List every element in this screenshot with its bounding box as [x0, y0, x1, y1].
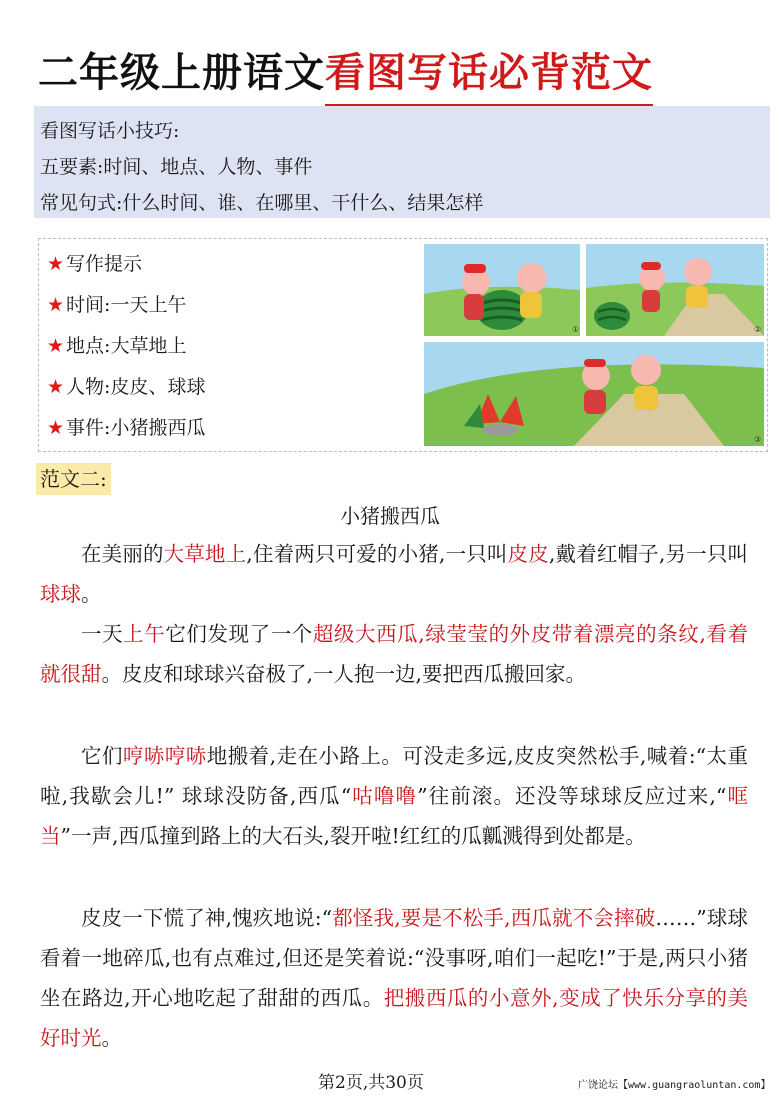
highlight-onomatopoeia: 哐当: [40, 784, 749, 848]
text-run: 皮皮一下慌了神,愧疚地说:“: [81, 906, 333, 930]
hint-item: [47, 290, 186, 317]
text-run: ……”球球看着一地碎瓜,也有点难过,但还是笑着说:“没事呀,咱们一起吃!”于是,两只小猪坐在路边,开心地吃起了甜甜的西瓜。: [40, 906, 748, 1010]
hint-text: 地点:大草地上: [66, 335, 187, 357]
text-run: 它们发现了一个: [165, 622, 313, 646]
star-icon: ★: [47, 335, 65, 357]
highlight-character: 皮皮: [507, 542, 549, 566]
star-icon: ★: [47, 376, 65, 398]
title-topic: 看图写话必背范文: [325, 41, 653, 98]
star-icon: ★: [47, 294, 65, 316]
hint-item: [47, 249, 142, 276]
highlight-onomatopoeia: 咕噜噜: [351, 784, 418, 808]
text-run: 一天: [81, 622, 124, 646]
essay-paragraph-3: [40, 736, 748, 856]
panel-number: ②: [754, 325, 762, 334]
highlight-place: 大草地上: [163, 542, 247, 566]
page-number: 第2页,共30页: [318, 1073, 424, 1093]
highlight-quote: 都怪我,要是不松手,西瓜就不会摔破: [332, 906, 656, 930]
hint-item: [47, 331, 186, 358]
essay-paragraph-1: [40, 534, 748, 614]
panel-number: ①: [572, 325, 580, 334]
essay-paragraph-2: [40, 614, 748, 694]
text-run: 地搬着,走在小路上。可没走多远,皮皮突然松手,喊着:“太重啦,我歇会儿!” 球球没防备,西瓜“: [40, 744, 749, 808]
writing-hints-box: [38, 238, 768, 452]
essay-paragraph-4: [40, 898, 748, 1058]
highlight-time: 上午: [123, 622, 166, 646]
text-run: 。: [81, 582, 102, 606]
text-run: 它们: [81, 744, 123, 768]
title-grade: 二年级上册语文: [38, 50, 325, 96]
forum-credit: 广饶论坛【www.guangraoluntan.com】: [578, 1080, 771, 1091]
text-run: ,戴着红帽子,另一只叫: [548, 542, 748, 566]
page-title: [38, 34, 653, 98]
panel-number: ③: [754, 435, 762, 444]
hint-item: [47, 372, 205, 399]
highlight-character: 球球: [40, 582, 81, 606]
text-run: ,住着两只可爱的小猪,一只叫: [246, 542, 508, 566]
panel-2-image: [586, 244, 764, 336]
highlight-conclusion: 把搬西瓜的小意外,变成了快乐分享的美好时光: [40, 986, 748, 1050]
panel-3-image: [424, 342, 764, 446]
hint-text: 事件:小猪搬西瓜: [66, 417, 206, 439]
text-run: ”往前滚。还没等球球反应过来,“: [417, 784, 727, 808]
star-icon: ★: [47, 253, 65, 275]
star-icon: ★: [47, 417, 65, 439]
essay-title: 小猪搬西瓜: [340, 504, 440, 528]
tips-sentence-pattern: 常见句式:什么时间、谁、在哪里、干什么、结果怎样: [40, 192, 484, 214]
tips-five-elements: 五要素:时间、地点、人物、事件: [40, 156, 313, 178]
text-run: 。皮皮和球球兴奋极了,一人抱一边,要把西瓜搬回家。: [101, 662, 587, 686]
highlight-onomatopoeia: 哼哧哼哧: [122, 744, 207, 768]
hint-item: [47, 413, 205, 440]
text-run: ”一声,西瓜撞到路上的大石头,裂开啦!红红的瓜瓤溅得到处都是。: [60, 824, 646, 848]
highlight-description: 超级大西瓜,绿莹莹的外皮带着漂亮的条纹,看着就很甜: [40, 622, 749, 686]
hint-text: 写作提示: [66, 253, 143, 275]
text-run: 在美丽的: [81, 542, 164, 566]
sample-essay-tag: 范文二:: [36, 463, 111, 495]
text-run: 。: [101, 1026, 122, 1050]
panel-1-image: [424, 244, 580, 336]
tips-box: [34, 106, 770, 218]
story-illustration: [424, 244, 764, 446]
hint-text: 时间:一天上午: [66, 294, 187, 316]
tips-heading: 看图写话小技巧:: [40, 120, 180, 142]
hint-text: 人物:皮皮、球球: [66, 376, 206, 398]
